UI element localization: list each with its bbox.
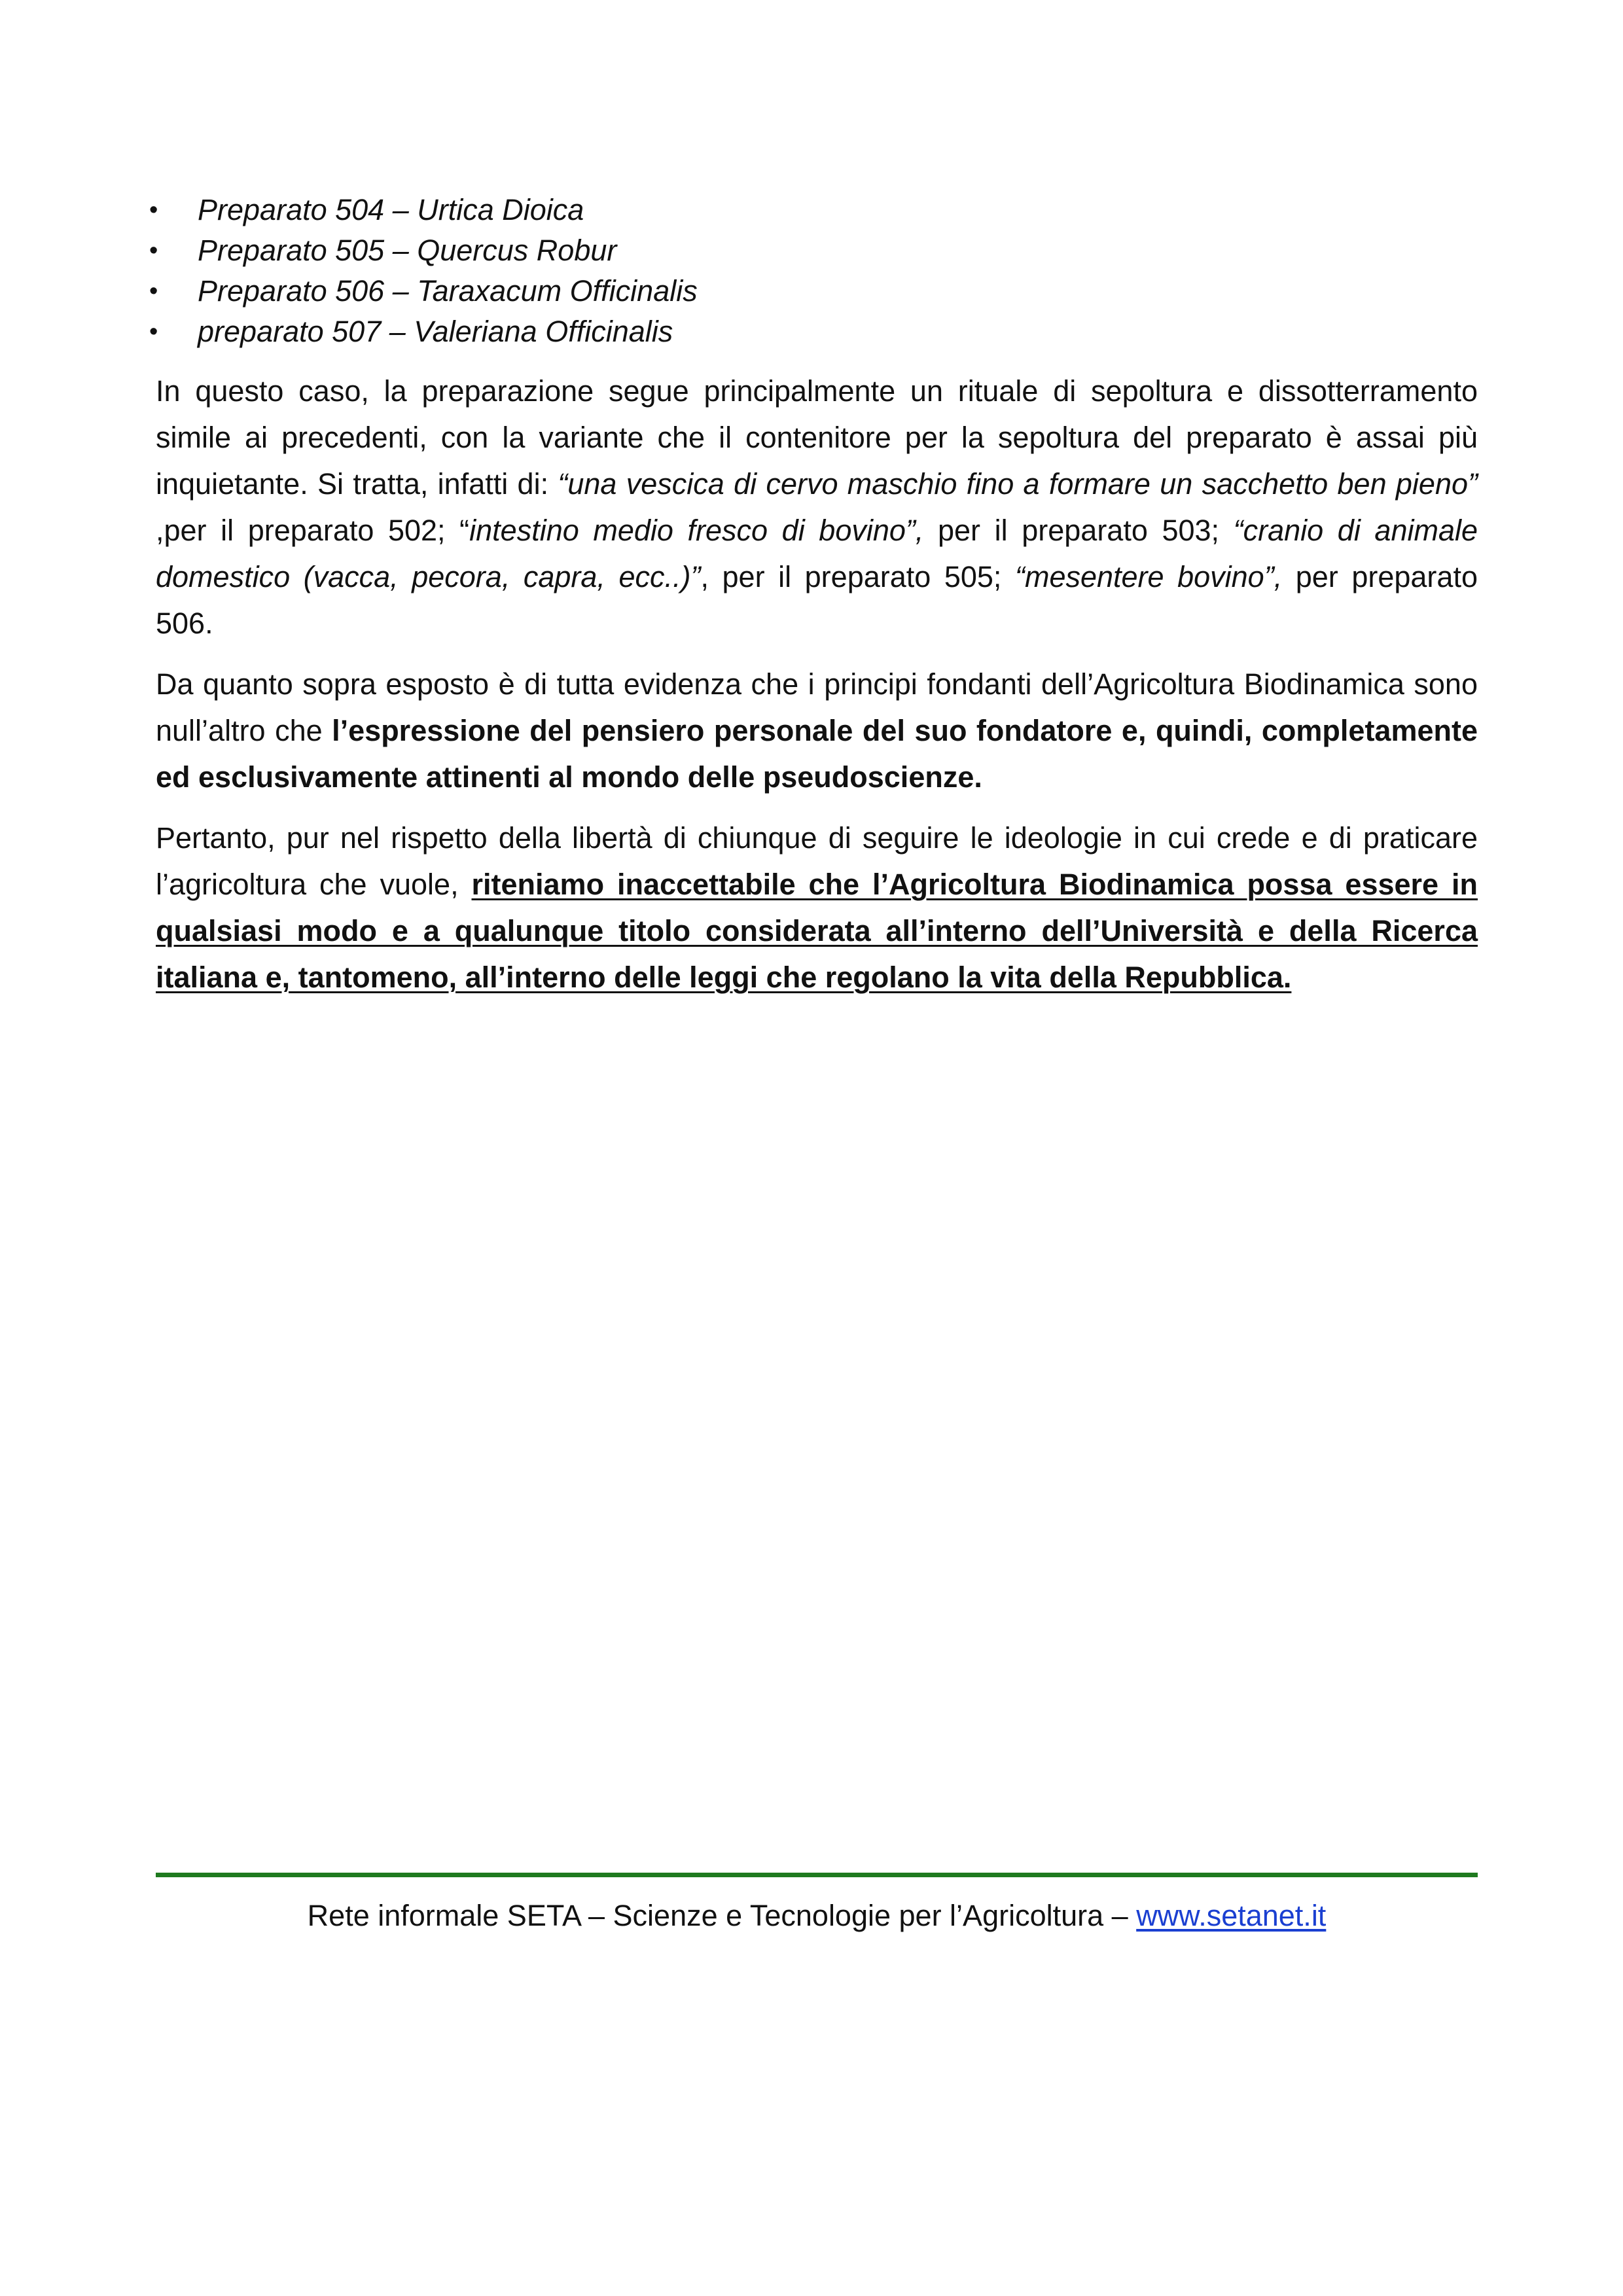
list-item (149, 311, 1478, 352)
paragraph-position (156, 815, 1478, 1000)
text-run: per preparato 506. (156, 560, 1478, 640)
text-run: , per il preparato 505; (700, 560, 1015, 593)
text-run: In questo caso, la preparazione segue principalmente un rituale di sepoltura e dissotterramento simile ai precedenti, con la variante che il contenitore per la sepoltura del preparato è assai più inquietante. Si tratta, infatti di: (156, 374, 1478, 501)
bullet-icon: • (149, 318, 158, 345)
list-item (149, 230, 1478, 271)
bold-run: l’espressione del pensiero personale del suo fondatore e, quindi, completamente ed esclusivamente attinenti al mondo delle pseudoscienze. (156, 714, 1478, 794)
bullet-icon: • (149, 196, 158, 224)
bold-underlined-run: riteniamo inaccettabile che l’Agricoltura Biodinamica possa essere in qualsiasi modo e a qualunque titolo considerata all’interno dell’Università e della Ricerca italiana e, tantomeno, all’interno delle leggi che regolano la vita della Repubblica. (156, 868, 1478, 994)
quote-run: “una vescica di cervo maschio fino a formare un sacchetto ben pieno” (558, 467, 1478, 501)
preparation-list (149, 190, 1478, 352)
list-item (149, 190, 1478, 230)
list-item-text: Preparato 506 – Taraxacum Officinalis (198, 274, 698, 308)
quote-run: intestino medio fresco di bovino”, (469, 514, 924, 547)
paragraph-conclusion (156, 661, 1478, 800)
quote-run: “mesentere bovino”, (1014, 560, 1283, 593)
list-item-text: preparato 507 – Valeriana Officinalis (198, 315, 673, 348)
footer-text: Rete informale SETA – Scienze e Tecnologie per l’Agricoltura – (307, 1899, 1137, 1932)
list-item (149, 271, 1478, 311)
quote-run: “cranio di animale domestico (vacca, pecora, capra, ecc..)” (156, 514, 1478, 593)
footer-link[interactable]: www.setanet.it (1136, 1899, 1327, 1932)
text-run: ,per il preparato 502; “ (156, 514, 470, 547)
bullet-icon: • (149, 237, 158, 264)
list-item-text: Preparato 504 – Urtica Dioica (198, 193, 584, 226)
footer-rule (156, 1873, 1478, 1877)
page-content (149, 190, 1478, 1000)
text-run: Da quanto sopra esposto è di tutta evidenza che i principi fondanti dell’Agricoltura Biodinamica sono null’altro che (156, 667, 1478, 747)
footer (156, 1896, 1478, 1935)
paragraph-burial-ritual (156, 368, 1478, 646)
text-run: Pertanto, pur nel rispetto della libertà di chiunque di seguire le ideologie in cui crede e di praticare l’agricoltura che vuole, (156, 821, 1478, 901)
list-item-text: Preparato 505 – Quercus Robur (198, 234, 617, 267)
bullet-icon: • (149, 277, 158, 305)
text-run: per il preparato 503; (923, 514, 1234, 547)
